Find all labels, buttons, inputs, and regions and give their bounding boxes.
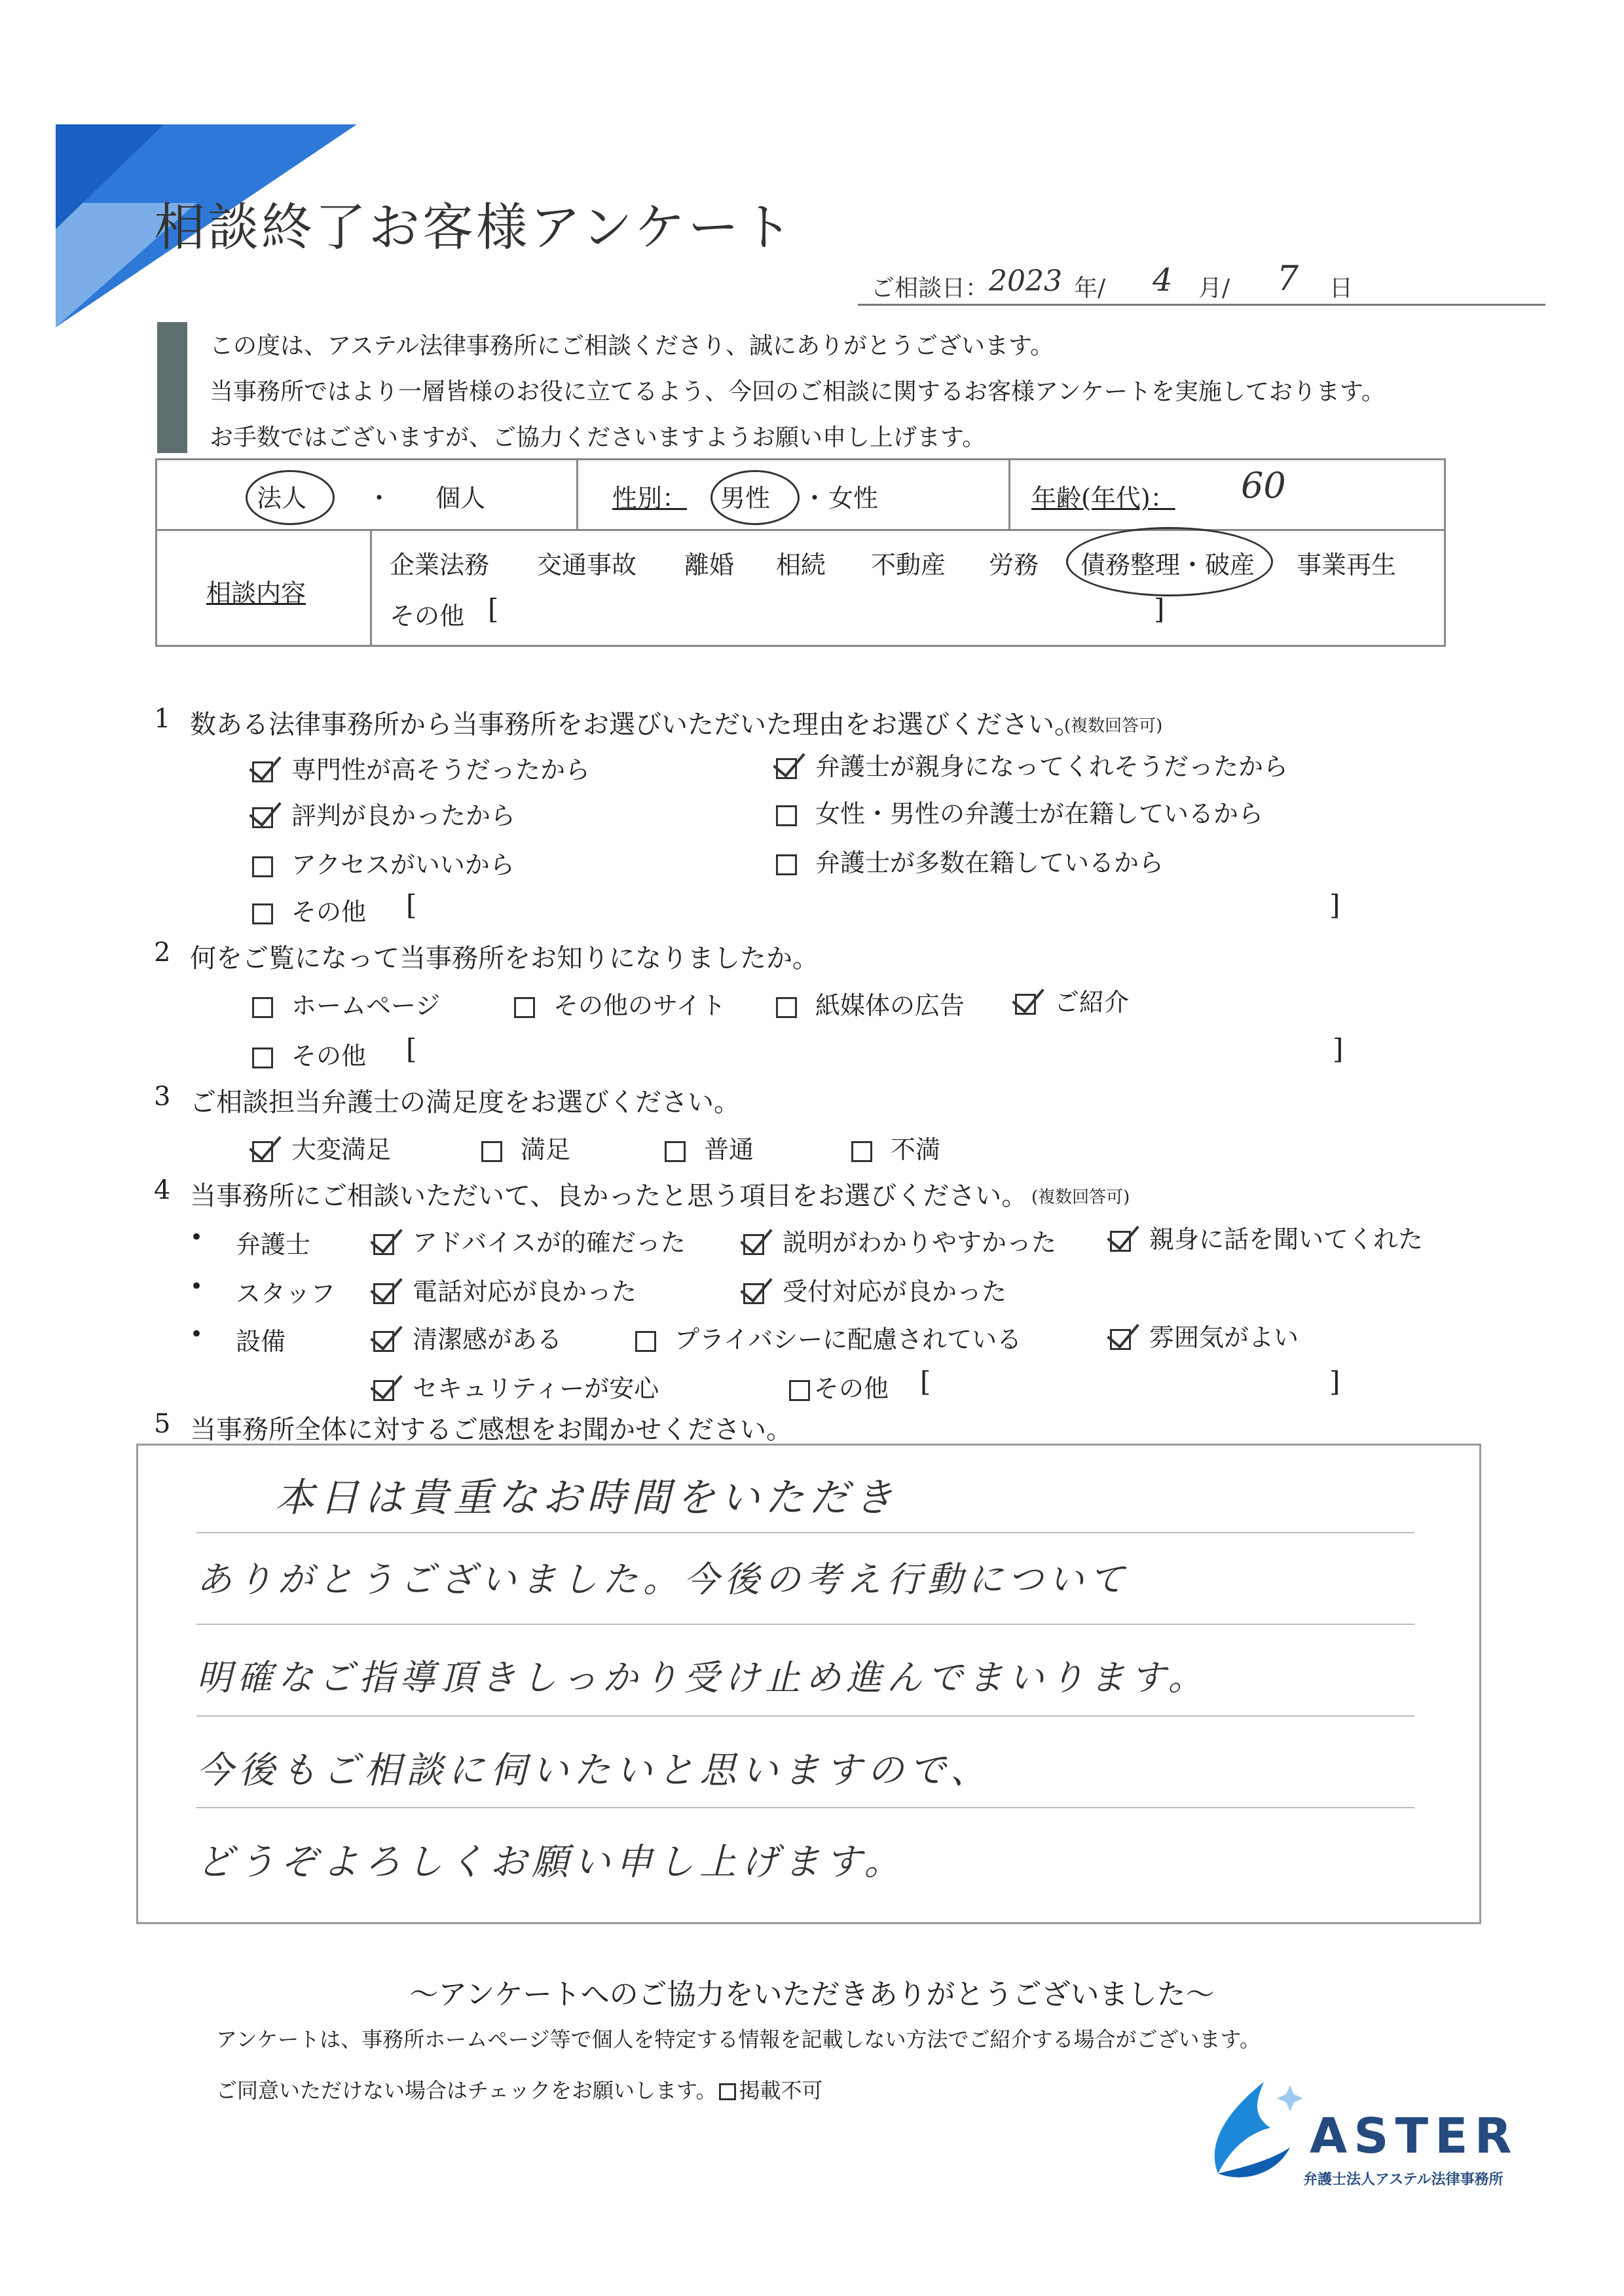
q4-option-phone[interactable]: 電話対応が良かった	[373, 1271, 637, 1307]
consult-label: 相談内容	[206, 579, 306, 608]
type-corp[interactable]: 法人	[257, 484, 307, 513]
type-individual[interactable]: 個人	[435, 484, 486, 513]
q1-option-many-lawyers[interactable]: 弁護士が多数在籍しているから	[776, 843, 1164, 879]
q5-number: 5	[154, 1409, 171, 1439]
checkbox-checked-icon[interactable]	[743, 1234, 764, 1255]
q4-option-atmosphere[interactable]: 雰囲気がよい	[1110, 1317, 1299, 1353]
no-publish-label: 掲載不可	[739, 2078, 823, 2103]
q2-option-homepage[interactable]: ホームページ	[252, 985, 440, 1021]
gender-label: 性別：	[612, 484, 688, 513]
logo-wordmark: ASTER	[1310, 2108, 1519, 2164]
q3-option-very-satisfied[interactable]: 大変満足	[252, 1129, 391, 1165]
checkbox-checked-icon[interactable]	[373, 1283, 394, 1304]
consult-item-debt[interactable]: 債務整理・破産	[1080, 551, 1255, 579]
aster-logo-icon	[1192, 2075, 1303, 2187]
gender-female[interactable]: 女性	[828, 484, 879, 513]
comment-line-1: 本日は貴重なお時間をいただき	[275, 1475, 898, 1521]
q4-row-staff-label: スタッフ	[236, 1279, 336, 1308]
q1-other-close: ]	[1329, 889, 1340, 921]
no-publish-checkbox-icon[interactable]	[719, 2083, 736, 2100]
checkbox-checked-icon[interactable]	[373, 1234, 394, 1255]
q2-option-other-site[interactable]: その他のサイト	[514, 985, 726, 1021]
q4-option-explanation[interactable]: 説明がわかりやすかった	[743, 1222, 1056, 1258]
logo-subtitle: 弁護士法人アステル法律事務所	[1303, 2172, 1504, 2188]
date-month: 4	[1153, 262, 1173, 299]
q1-option-access[interactable]: アクセスがいいから	[252, 845, 515, 881]
q1-note: (複数回答可)	[1064, 716, 1163, 736]
checkbox-checked-icon[interactable]	[1110, 1329, 1131, 1350]
consult-other-close: ]	[1154, 593, 1165, 625]
q4-other-open: [	[920, 1366, 931, 1398]
q4-option-listened[interactable]: 親身に話を聞いてくれた	[1110, 1219, 1423, 1255]
checkbox-icon[interactable]	[776, 997, 797, 1018]
q4-option-security[interactable]: セキュリティーが安心	[373, 1368, 659, 1404]
q1-number: 1	[154, 704, 171, 734]
comment-line-4: 今後もご相談に伺いたいと思いますので、	[196, 1749, 992, 1792]
q5-text: 当事務所全体に対するご感想をお聞かせください。	[190, 1415, 792, 1445]
q3-number: 3	[154, 1082, 171, 1112]
comment-line-3: 明確なご指導頂きしっかり受け止め進んでまいります。	[196, 1657, 1209, 1698]
q4-note: (複数回答可)	[1031, 1188, 1130, 1207]
checkbox-checked-icon[interactable]	[252, 1141, 273, 1162]
q4-bullet: •	[190, 1321, 204, 1347]
consult-other-open: [	[488, 593, 499, 625]
checkbox-icon[interactable]	[252, 997, 273, 1018]
q4-option-clean[interactable]: 清潔感がある	[373, 1319, 562, 1355]
q1-other-open: [	[406, 889, 417, 921]
q3-text: ご相談担当弁護士の満足度をお選びください。	[190, 1087, 740, 1118]
q4-other-close: ]	[1329, 1366, 1340, 1398]
checkbox-checked-icon[interactable]	[743, 1283, 764, 1304]
checkbox-icon[interactable]	[665, 1141, 686, 1162]
q1-option-other[interactable]: その他	[252, 892, 366, 928]
type-separator: ・	[367, 484, 392, 513]
date-month-unit: 月/	[1198, 275, 1230, 302]
consult-item-traffic[interactable]: 交通事故	[537, 551, 637, 579]
q1-text: 数ある法律事務所から当事務所をお選びいただいた理由をお選びください。	[190, 710, 1080, 740]
checkbox-icon[interactable]	[776, 805, 797, 826]
q3-option-neutral[interactable]: 普通	[665, 1129, 754, 1165]
q2-other-open: [	[406, 1033, 417, 1065]
checkbox-checked-icon[interactable]	[373, 1331, 394, 1352]
checkbox-checked-icon[interactable]	[252, 807, 273, 828]
comment-line-5: どうぞよろしくお願い申し上げます。	[196, 1841, 906, 1884]
gender-male[interactable]: 男性	[720, 484, 771, 513]
consult-item-realestate[interactable]: 不動産	[871, 551, 946, 579]
checkbox-icon[interactable]	[252, 856, 273, 877]
consent-note: ご同意いただけない場合はチェックをお願いします。 掲載不可	[216, 2078, 823, 2103]
checkbox-checked-icon[interactable]	[1110, 1231, 1131, 1252]
checkbox-icon[interactable]	[851, 1141, 872, 1162]
age-label: 年齢(年代)：	[1031, 484, 1175, 513]
q4-text: 当事務所にご相談いただいて、良かったと思う項目をお選びください。	[190, 1181, 1028, 1211]
greeting-line-3: お手数ではございますが、ご協力くださいますようお願い申し上げます。	[210, 424, 986, 451]
profile-divider	[155, 529, 1444, 531]
consult-other-label: その他	[390, 602, 465, 630]
q4-option-other[interactable]: その他	[789, 1368, 889, 1404]
checkbox-checked-icon[interactable]	[1015, 994, 1036, 1015]
date-year: 2023	[989, 264, 1062, 298]
q4-bullet: •	[190, 1273, 204, 1300]
privacy-note: アンケートは、事務所ホームページ等で個人を特定する情報を記載しない方法でご紹介する場合がございます。	[216, 2027, 1261, 2052]
q2-number: 2	[154, 938, 171, 968]
checkbox-checked-icon[interactable]	[776, 758, 797, 779]
q3-option-satisfied[interactable]: 満足	[481, 1129, 570, 1165]
consult-item-labor[interactable]: 労務	[989, 551, 1039, 579]
checkbox-icon[interactable]	[514, 997, 535, 1018]
q2-option-referral[interactable]: ご紹介	[1015, 982, 1129, 1018]
date-year-unit: 年/	[1074, 275, 1106, 302]
q1-option-expertise[interactable]: 専門性が高そうだったから	[252, 750, 590, 786]
checkbox-icon[interactable]	[776, 854, 797, 875]
q2-text: 何をご覧になって当事務所をお知りになりましたか。	[190, 943, 819, 974]
checkbox-icon[interactable]	[635, 1331, 656, 1352]
q3-option-dissatisfied[interactable]: 不満	[851, 1129, 940, 1165]
date-label: ご相談日：	[871, 275, 989, 302]
q1-option-reputation[interactable]: 評判が良かったから	[252, 795, 515, 831]
comment-line-2: ありがとうございました。今後の考え行動について	[196, 1559, 1130, 1600]
q4-number: 4	[154, 1175, 171, 1205]
q4-option-advice[interactable]: アドバイスが的確だった	[373, 1222, 686, 1258]
q4-row-facility-label: 設備	[236, 1327, 286, 1356]
q4-row-lawyer-label: 弁護士	[236, 1230, 311, 1259]
q1-option-gender[interactable]: 女性・男性の弁護士が在籍しているから	[776, 793, 1263, 829]
checkbox-checked-icon[interactable]	[373, 1380, 394, 1401]
checkbox-icon[interactable]	[481, 1141, 502, 1162]
q1-option-caring[interactable]: 弁護士が親身になってくれそうだったから	[776, 746, 1288, 782]
thanks-message: 〜アンケートへのご協力をいただきありがとうございました〜	[409, 1978, 1215, 2011]
consult-item-inheritance[interactable]: 相続	[776, 551, 826, 579]
greeting-line-2: 当事務所ではより一層皆様のお役に立てるよう、今回のご相談に関するお客様アンケートを実施しております。	[210, 378, 1385, 405]
greeting-bar	[157, 322, 187, 453]
q4-option-privacy[interactable]: プライバシーに配慮されている	[635, 1319, 1022, 1355]
consult-item-corporate[interactable]: 企業法務	[390, 551, 490, 579]
consult-item-divorce[interactable]: 離婚	[684, 551, 735, 579]
date-day: 7	[1277, 259, 1299, 299]
greeting-line-1: この度は、アステル法律事務所にご相談くださり、誠にありがとうございます。	[210, 333, 1054, 359]
checkbox-icon[interactable]	[252, 1048, 273, 1068]
age-value[interactable]: 60	[1241, 465, 1286, 506]
q2-option-print-ad[interactable]: 紙媒体の広告	[776, 985, 965, 1021]
checkbox-icon[interactable]	[252, 903, 273, 924]
q2-option-other[interactable]: その他	[252, 1036, 366, 1072]
gender-separator: ・	[802, 484, 828, 513]
consult-item-restructure[interactable]: 事業再生	[1297, 551, 1397, 579]
page-title: 相談終了お客様アンケート	[154, 198, 796, 257]
q4-option-reception[interactable]: 受付対応が良かった	[743, 1271, 1006, 1307]
date-day-unit: 日	[1329, 275, 1354, 302]
q2-other-close: ]	[1333, 1033, 1344, 1065]
checkbox-icon[interactable]	[789, 1380, 810, 1401]
q4-bullet: •	[190, 1224, 204, 1250]
checkbox-checked-icon[interactable]	[252, 761, 273, 782]
